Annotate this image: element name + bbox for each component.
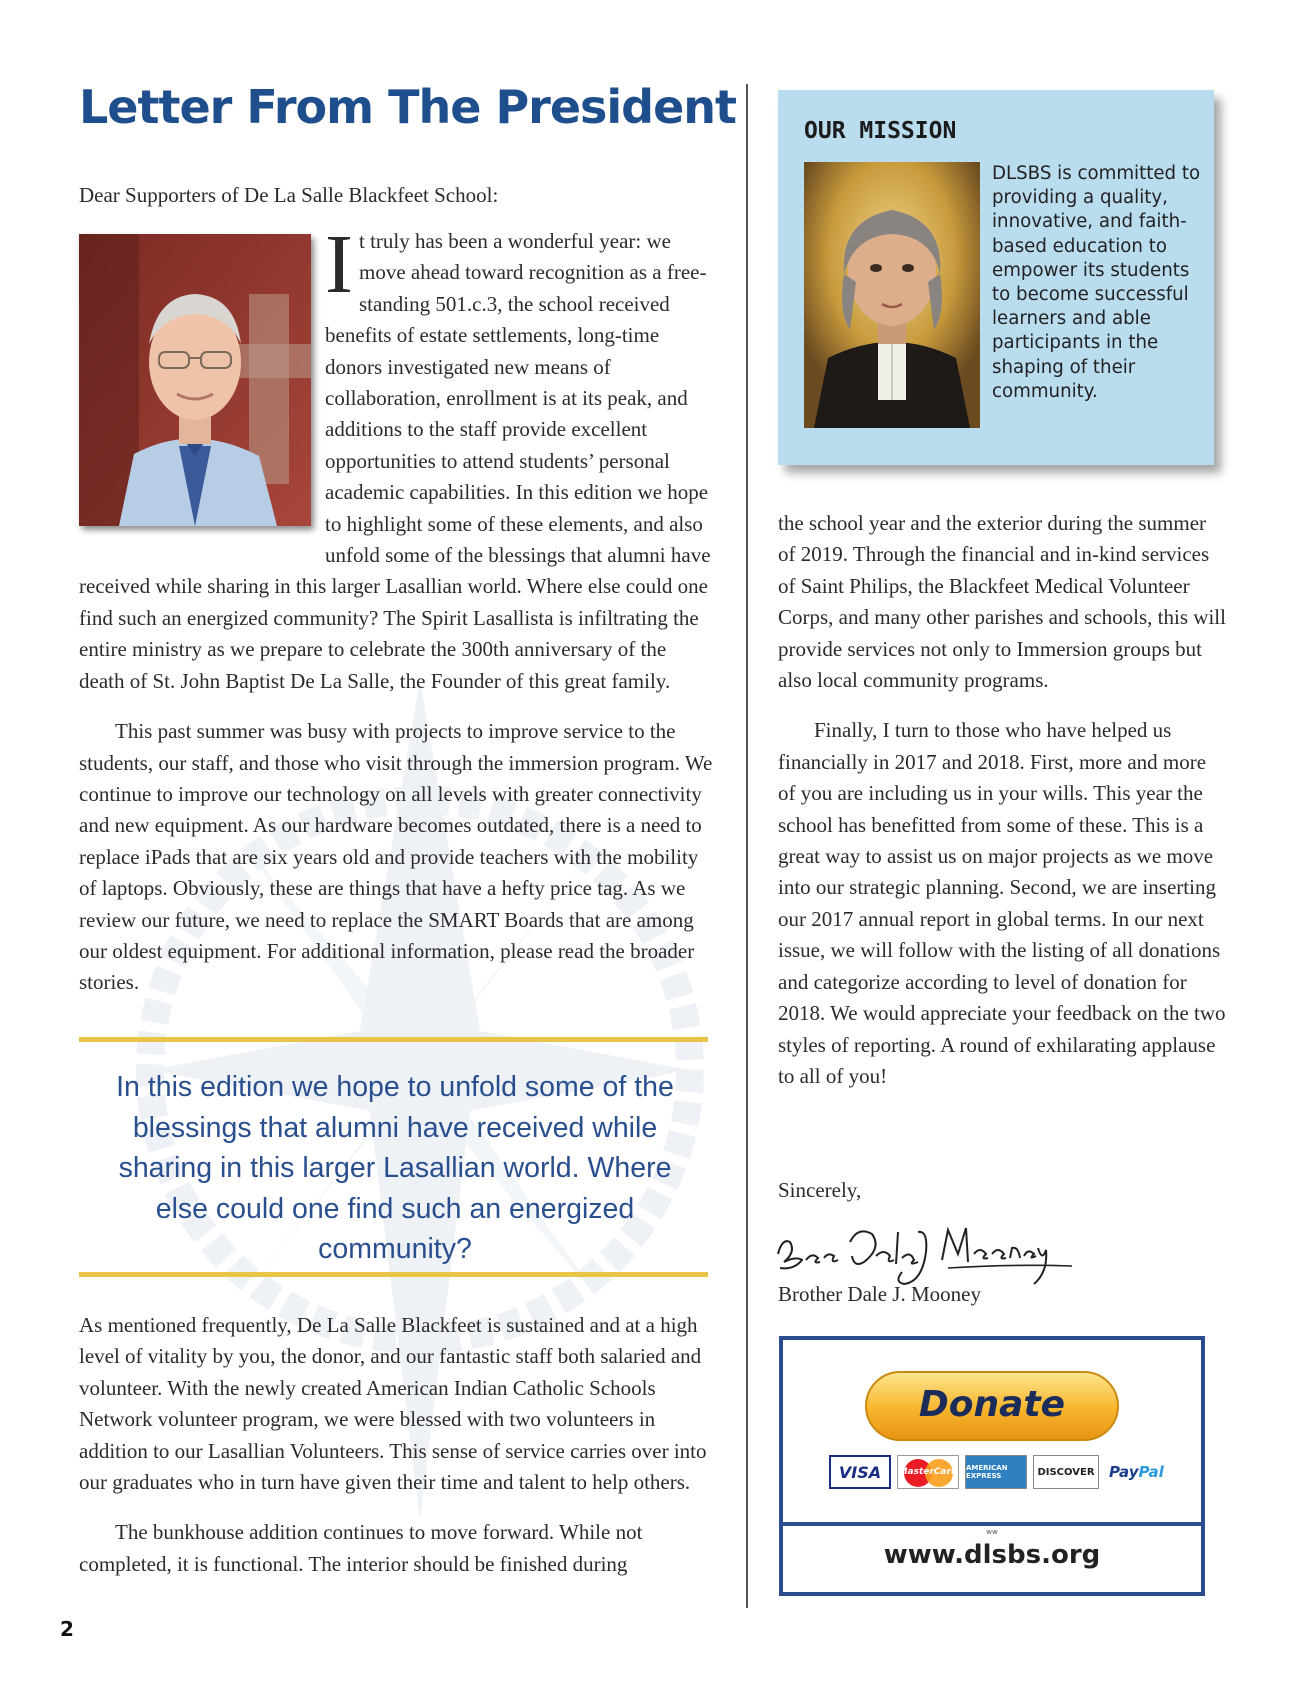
salutation: Dear Supporters of De La Salle Blackfeet School: [79, 183, 499, 207]
letter-continued [79, 1310, 719, 1580]
mission-title: OUR MISSION [804, 118, 957, 144]
paypal-logo [1109, 1463, 1164, 1481]
donate-box [779, 1336, 1205, 1596]
paragraph-5: the school year and the exterior during the summer of 2019. Through the financial and in-kind services of Saint Philips, the Blackfeet Medical Volunteer Corps, and many other parishes and schools, this will provide services not only to Immersion groups but also local community programs. [778, 511, 1226, 693]
paypal-logo-pay: Pay [1109, 1463, 1139, 1481]
mission-statement: DLSBS is committed to providing a quality, innovative, and faith-based education to empower its students to become successful learners and able participants in the shaping of their community. [992, 163, 1201, 402]
mastercard-label: MasterCard [898, 1467, 958, 1477]
page-number: 2 [60, 1617, 74, 1641]
signature-name: Brother Dale J. Mooney [778, 1282, 981, 1306]
pull-quote: In this edition we hope to unfold some of the blessings that alumni have received while sharing in this larger Lasallian world. Where else could one find such an energized community? [116, 1071, 674, 1265]
website-link[interactable]: www.dlsbs.org [883, 1540, 1101, 1570]
closing: Sincerely, [778, 1178, 862, 1202]
column-divider [746, 84, 748, 1608]
photo-wrap-spacer [79, 226, 325, 542]
visa-card-icon: VISA [829, 1455, 891, 1489]
small-mark: ww [986, 1528, 998, 1536]
discover-card-icon: DISCOVER [1033, 1455, 1099, 1489]
page-title: Letter From The President [79, 80, 737, 134]
mission-box [778, 90, 1214, 465]
paragraph-4: The bunkhouse addition continues to move forward. While not completed, it is functional. The interior should be finished during [79, 1520, 643, 1576]
paragraph-6: Finally, I turn to those who have helped us financially in 2017 and 2018. First, more and more of you are including us in your wills. This year the school has benefitted from some of these. This is a great way to assist us on major projects as we move into our strategic planning. Second, we are inserting our 2017 annual report in global terms. In our next issue, we will follow with the listing of all donations and categorize according to level of donation for 2018. We would appreciate your feedback on the two styles of reporting. A round of exhilarating applause to all of you! [778, 718, 1226, 1088]
mastercard-icon [897, 1455, 959, 1489]
payment-cards [829, 1454, 1164, 1490]
paragraph-3: As mentioned frequently, De La Salle Blackfeet is sustained and at a high level of vitality by you, the donor, and our fantastic staff both salaried and volunteer. With the newly created American Indian Catholic Schools Network volunteer program, we were blessed with two volunteers in addition to our Lasallian Volunteers. This sense of service carries over into our graduates who in turn have given their time and talent to help others. [79, 1313, 707, 1495]
letter-column-2 [778, 508, 1228, 1092]
letter-opening [79, 218, 715, 999]
amex-card-icon: AMERICAN EXPRESS [965, 1455, 1027, 1489]
paragraph-2: This past summer was busy with projects to improve service to the students, our staff, and those who visit through the immersion program. We continue to improve our technology on all levels with greater connectivity and new equipment. As our hardware becomes outdated, there is a need to replace iPads that are six years old and provide teachers with the mobility of laptops. Obviously, these are things that have a hefty price tag. As we review our future, we need to replace the SMART Boards that are among our oldest equipment. For additional information, please read the broader stories. [79, 719, 713, 995]
paragraph-1: t truly has been a wonderful year: we move ahead toward recognition as a free-standing 501.c.3, the school received benefits of estate settlements, long-time donors investigated new means of collaboration, enrollment is at its peak, and additions to the staff provide excellent opportunities to attend students’ personal academic capabilities. In this edition we hope to highlight some of these elements, and also unfold some of the blessings that alumni have received while sharing in this larger Lasallian world. Where else could one find such an energized community? The Spirit Lasallista is infiltrating the entire ministry as we prepare to celebrate the 300th anniversary of the death of St. John Baptist De La Salle, the Founder of this great family. [79, 229, 711, 693]
drop-cap: I [325, 218, 353, 311]
saint-portrait [804, 162, 980, 428]
paypal-logo-pal: Pal [1138, 1463, 1164, 1481]
donate-box-separator [783, 1522, 1201, 1526]
saint-illustration [804, 162, 980, 428]
pullquote-top-rule [79, 1037, 708, 1042]
donate-button[interactable]: Donate [865, 1371, 1119, 1441]
pullquote-bottom-rule [79, 1272, 708, 1277]
